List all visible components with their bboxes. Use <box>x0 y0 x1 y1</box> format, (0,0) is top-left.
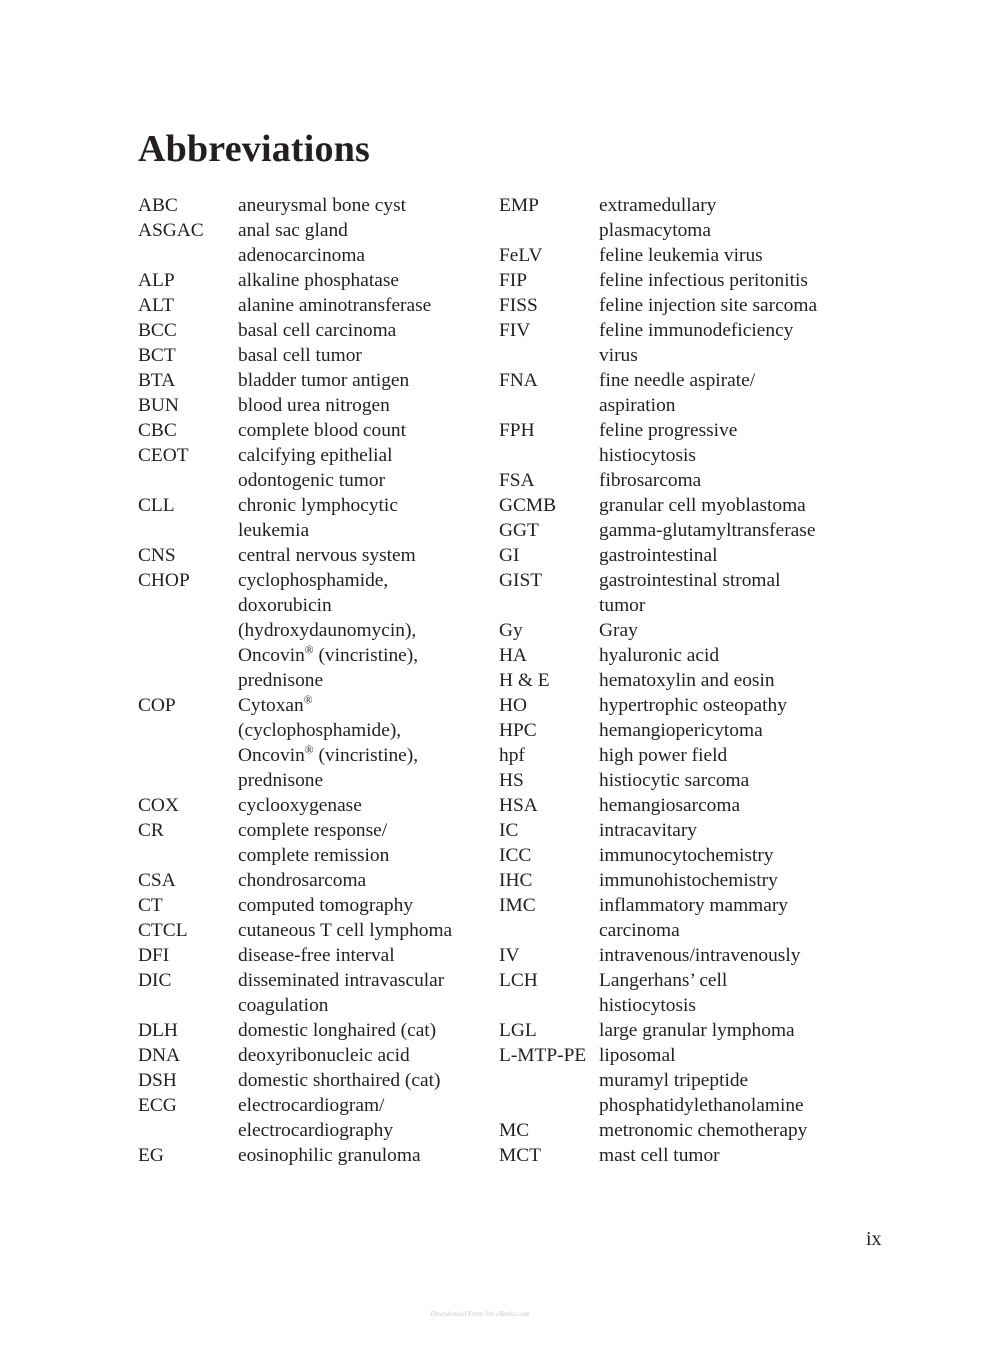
abbreviation-term: HS <box>499 770 524 791</box>
abbreviation-definition: hypertrophic osteopathy <box>599 695 787 716</box>
abbreviation-term: BCC <box>138 320 177 341</box>
abbreviation-term: ALT <box>138 295 174 316</box>
abbreviation-definition: feline leukemia virus <box>599 245 763 266</box>
abbreviation-definition: alanine aminotransferase <box>238 295 432 316</box>
abbreviation-entry <box>138 1043 483 1068</box>
abbreviation-term: FNA <box>499 370 538 391</box>
abbreviation-entry <box>138 418 483 443</box>
abbreviation-term: CR <box>138 820 164 841</box>
abbreviation-definition: electrocardiogram/ electrocardiography <box>238 1095 394 1141</box>
abbreviation-term: ECG <box>138 1095 177 1116</box>
abbreviation-definition: gamma-glutamyltransferase <box>599 520 816 541</box>
abbreviation-term: GGT <box>499 520 539 541</box>
abbreviation-definition: liposomal muramyl tripeptide phosphatidylethanolamine <box>599 1045 804 1116</box>
abbreviation-definition: blood urea nitrogen <box>238 395 390 416</box>
abbreviation-term: DNA <box>138 1045 181 1066</box>
abbreviation-term: CEOT <box>138 445 189 466</box>
abbreviation-entry <box>499 943 844 968</box>
abbreviation-term: DSH <box>138 1070 177 1091</box>
abbreviation-definition: disseminated intravascular coagulation <box>238 970 445 1016</box>
abbreviation-definition: Langerhans’ cell histiocytosis <box>599 970 728 1016</box>
abbreviation-entry <box>499 693 844 718</box>
abbreviation-entry <box>138 343 483 368</box>
abbreviation-term: ICC <box>499 845 532 866</box>
abbreviation-term: MC <box>499 1120 530 1141</box>
abbreviation-definition: feline injection site sarcoma <box>599 295 818 316</box>
abbreviation-definition: intravenous/intravenously <box>599 945 801 966</box>
abbreviation-definition: domestic longhaired (cat) <box>238 1020 437 1041</box>
abbreviation-term: GI <box>499 545 520 566</box>
abbreviation-definition: hematoxylin and eosin <box>599 670 775 691</box>
abbreviation-term: CTCL <box>138 920 188 941</box>
abbreviation-entry <box>138 268 483 293</box>
abbreviation-term: Gy <box>499 620 523 641</box>
abbreviation-entry <box>138 943 483 968</box>
abbreviation-definition: inflammatory mammary carcinoma <box>599 895 789 941</box>
abbreviation-term: EMP <box>499 195 539 216</box>
abbreviation-definition: anal sac gland adenocarcinoma <box>238 220 366 266</box>
abbreviation-term: IHC <box>499 870 533 891</box>
abbreviation-definition: cutaneous T cell lymphoma <box>238 920 453 941</box>
abbreviation-entry <box>138 693 483 793</box>
abbreviation-entry <box>138 393 483 418</box>
abbreviation-entry <box>499 868 844 893</box>
abbreviation-term: LGL <box>499 1020 537 1041</box>
abbreviation-entry <box>138 493 483 543</box>
abbreviation-definition: aneurysmal bone cyst <box>238 195 407 216</box>
abbreviation-term: GCMB <box>499 495 557 516</box>
abbreviation-entry <box>499 668 844 693</box>
abbreviation-entry <box>499 643 844 668</box>
abbreviation-definition: fibrosarcoma <box>599 470 702 491</box>
abbreviation-term: COP <box>138 695 176 716</box>
abbreviation-term: HA <box>499 645 528 666</box>
abbreviation-definition: chondrosarcoma <box>238 870 367 891</box>
abbreviation-entry <box>499 493 844 518</box>
abbreviation-entry <box>499 543 844 568</box>
abbreviation-entry <box>499 1143 844 1168</box>
abbreviation-term: HSA <box>499 795 538 816</box>
abbreviation-term: FeLV <box>499 245 543 266</box>
abbreviation-definition: cyclooxygenase <box>238 795 362 816</box>
abbreviation-term: ASGAC <box>138 220 204 241</box>
abbreviation-entry <box>138 918 483 943</box>
abbreviation-term: ABC <box>138 195 178 216</box>
abbreviation-term: DLH <box>138 1020 178 1041</box>
abbreviation-term: CLL <box>138 495 175 516</box>
abbreviation-column-right <box>499 193 844 1168</box>
abbreviation-definition: domestic shorthaired (cat) <box>238 1070 441 1091</box>
abbreviation-definition: histiocytic sarcoma <box>599 770 750 791</box>
abbreviation-entry <box>138 893 483 918</box>
abbreviation-entry <box>499 1043 844 1118</box>
abbreviation-definition: disease-free interval <box>238 945 395 966</box>
page-title: Abbreviations <box>138 128 371 170</box>
abbreviation-definition: intracavitary <box>599 820 697 841</box>
abbreviation-term: ALP <box>138 270 175 291</box>
abbreviation-term: L-MTP-PE <box>499 1045 587 1066</box>
abbreviation-term: HO <box>499 695 528 716</box>
abbreviation-definition: complete response/ complete remission <box>238 820 390 866</box>
abbreviation-term: FSA <box>499 470 535 491</box>
abbreviation-definition: eosinophilic granuloma <box>238 1145 421 1166</box>
abbreviation-definition: hyaluronic acid <box>599 645 720 666</box>
abbreviation-term: LCH <box>499 970 538 991</box>
abbreviation-definition: hemangiopericytoma <box>599 720 763 741</box>
watermark-text: Downloaded From Vet-eBooks.com <box>430 1310 530 1318</box>
abbreviation-term: CBC <box>138 420 177 441</box>
abbreviation-entry <box>138 218 483 268</box>
abbreviation-entry <box>138 868 483 893</box>
abbreviation-term: EG <box>138 1145 164 1166</box>
abbreviation-entry <box>138 1068 483 1093</box>
abbreviation-term: MCT <box>499 1145 542 1166</box>
abbreviation-entry <box>499 243 844 268</box>
abbreviation-term: CNS <box>138 545 176 566</box>
abbreviation-definition: Gray <box>599 620 638 641</box>
abbreviation-definition: mast cell tumor <box>599 1145 720 1166</box>
abbreviation-entry <box>138 1093 483 1143</box>
abbreviation-term: FIP <box>499 270 528 291</box>
abbreviation-term: COX <box>138 795 179 816</box>
abbreviation-entry <box>499 843 844 868</box>
abbreviation-entry <box>499 743 844 768</box>
abbreviation-definition: calcifying epithelial odontogenic tumor <box>238 445 393 491</box>
abbreviation-definition: gastrointestinal <box>599 545 718 566</box>
abbreviation-definition: fine needle aspirate/ aspiration <box>599 370 756 416</box>
abbreviation-entry <box>499 518 844 543</box>
abbreviation-entry <box>499 568 844 618</box>
abbreviation-entry <box>138 818 483 868</box>
abbreviation-definition: feline immunodeficiency virus <box>599 320 794 366</box>
abbreviation-entry <box>499 368 844 418</box>
abbreviation-definition: immunocytochemistry <box>599 845 774 866</box>
abbreviation-term: CHOP <box>138 570 190 591</box>
abbreviation-entry <box>499 768 844 793</box>
abbreviation-entry <box>499 418 844 468</box>
abbreviation-entry <box>499 1118 844 1143</box>
abbreviation-term: GIST <box>499 570 543 591</box>
abbreviation-definition: granular cell myoblastoma <box>599 495 806 516</box>
abbreviation-entry <box>499 1018 844 1043</box>
abbreviation-entry <box>138 1143 483 1168</box>
abbreviation-term: BCT <box>138 345 176 366</box>
abbreviation-entry <box>138 1018 483 1043</box>
abbreviation-definition: deoxyribonucleic acid <box>238 1045 410 1066</box>
abbreviation-definition: gastrointestinal stromal tumor <box>599 570 781 616</box>
abbreviation-definition: metronomic chemotherapy <box>599 1120 808 1141</box>
abbreviation-entry <box>499 893 844 943</box>
abbreviation-entry <box>499 318 844 368</box>
abbreviation-definition: central nervous system <box>238 545 416 566</box>
abbreviation-entry <box>138 318 483 343</box>
abbreviation-entry <box>499 268 844 293</box>
abbreviation-definition: complete blood count <box>238 420 407 441</box>
abbreviation-definition: Cytoxan® (cyclophosphamide), Oncovin® (vincristine), prednisone <box>238 693 419 791</box>
abbreviation-entry <box>499 968 844 1018</box>
abbreviation-definition: chronic lymphocytic leukemia <box>238 495 398 541</box>
abbreviation-entry <box>138 793 483 818</box>
abbreviation-definition: large granular lymphoma <box>599 1020 795 1041</box>
abbreviation-term: DIC <box>138 970 172 991</box>
abbreviation-definition: extramedullary plasmacytoma <box>599 195 717 241</box>
abbreviation-entry <box>138 568 483 693</box>
abbreviation-term: DFI <box>138 945 170 966</box>
abbreviation-entry <box>138 293 483 318</box>
abbreviation-entry <box>499 818 844 843</box>
abbreviation-definition: high power field <box>599 745 728 766</box>
abbreviation-term: FPH <box>499 420 535 441</box>
abbreviation-term: BUN <box>138 395 179 416</box>
abbreviation-term: FIV <box>499 320 531 341</box>
abbreviation-column-left <box>138 193 483 1168</box>
abbreviation-term: FISS <box>499 295 538 316</box>
abbreviation-entry <box>499 618 844 643</box>
abbreviation-term: IMC <box>499 895 536 916</box>
abbreviation-definition: hemangiosarcoma <box>599 795 741 816</box>
abbreviation-definition: computed tomography <box>238 895 414 916</box>
abbreviation-definition: bladder tumor antigen <box>238 370 410 391</box>
abbreviation-term: CSA <box>138 870 176 891</box>
abbreviation-definition: cyclophosphamide, doxorubicin (hydroxydaunomycin), Oncovin® (vincristine), prednisone <box>238 570 419 691</box>
abbreviation-entry <box>138 968 483 1018</box>
abbreviation-entry <box>499 793 844 818</box>
abbreviation-entry <box>138 193 483 218</box>
abbreviation-entry <box>499 293 844 318</box>
abbreviation-entry <box>499 718 844 743</box>
abbreviation-term: IC <box>499 820 519 841</box>
page-number: ix <box>866 1228 882 1250</box>
abbreviation-term: CT <box>138 895 163 916</box>
abbreviation-term: hpf <box>499 745 525 766</box>
abbreviation-term: HPC <box>499 720 537 741</box>
abbreviation-definition: immunohistochemistry <box>599 870 778 891</box>
abbreviation-entry <box>499 193 844 243</box>
abbreviation-definition: basal cell tumor <box>238 345 362 366</box>
abbreviation-entry <box>499 468 844 493</box>
abbreviation-term: IV <box>499 945 520 966</box>
abbreviation-entry <box>138 368 483 393</box>
abbreviation-entry <box>138 443 483 493</box>
abbreviation-definition: basal cell carcinoma <box>238 320 397 341</box>
abbreviation-definition: feline infectious peritonitis <box>599 270 808 291</box>
abbreviation-definition: feline progressive histiocytosis <box>599 420 738 466</box>
abbreviation-term: H & E <box>499 670 550 691</box>
abbreviation-entry <box>138 543 483 568</box>
abbreviation-definition: alkaline phosphatase <box>238 270 399 291</box>
abbreviation-term: BTA <box>138 370 176 391</box>
